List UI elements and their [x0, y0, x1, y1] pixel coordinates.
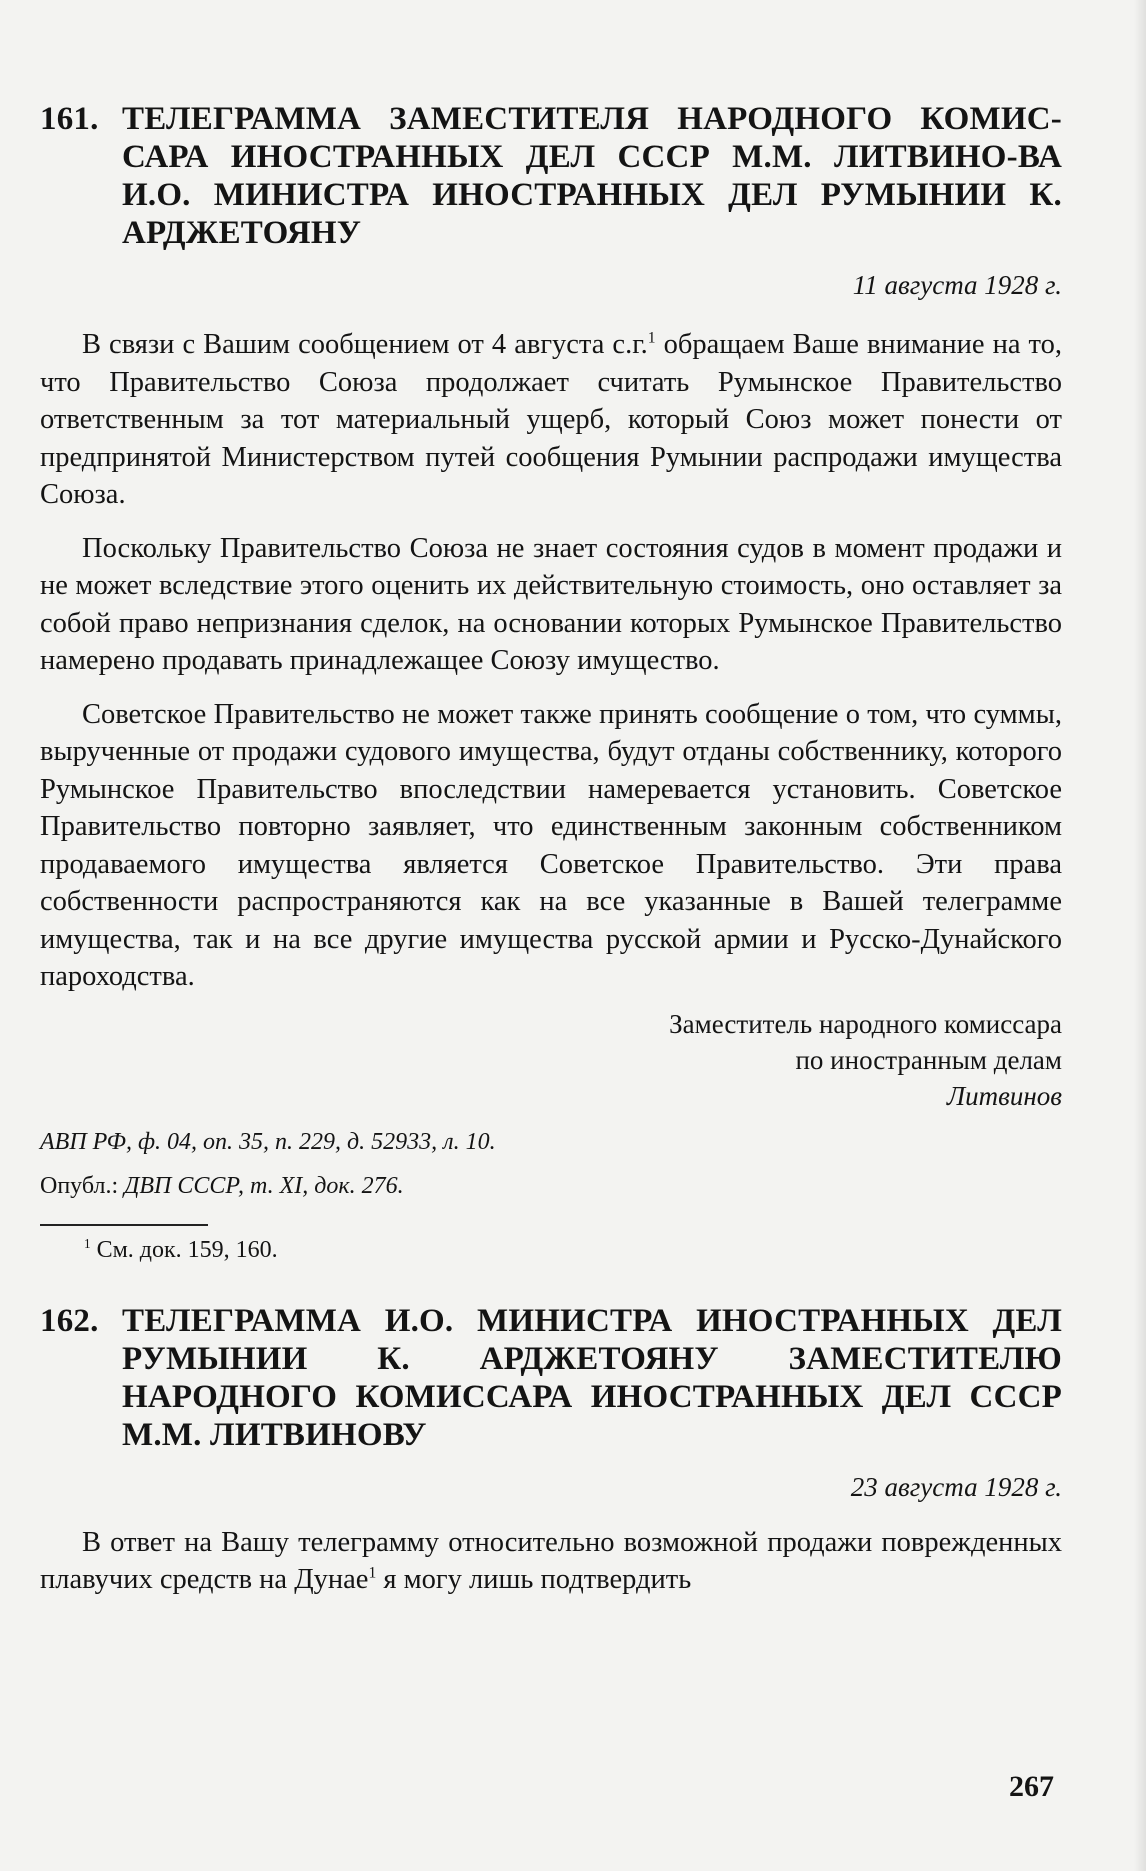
- doc-162-heading: [40, 1302, 1062, 1454]
- signature-name: Литвинов: [946, 1080, 1062, 1111]
- doc-162-paragraph-1: [40, 1524, 1062, 1599]
- doc-161-paragraph-1: [40, 326, 1062, 514]
- footnote-mark: 1: [84, 1235, 91, 1251]
- signature-title-line-1: Заместитель народного комиссара: [669, 1008, 1062, 1039]
- doc-162-number: 162.: [40, 1302, 99, 1339]
- footnote-ref-1: 1: [368, 1564, 377, 1582]
- doc-161-signature: [40, 1006, 1062, 1114]
- doc-162-date: 23 августа 1928 г.: [850, 1471, 1062, 1502]
- doc-162-paragraph-1-start: В ответ на Вашу телеграмму относительно возможной продажи поврежденных плавучих средств на Дунае: [40, 1526, 1062, 1595]
- doc-162-title: ТЕЛЕГРАММА И.О. МИНИСТРА ИНОСТРАННЫХ ДЕЛ РУМЫНИИ К. АРДЖЕТОЯНУ ЗАМЕСТИТЕЛЮ НАРОДНОГО КОМИССАРА ИНОСТРАННЫХ ДЕЛ СССР М.М. ЛИТВИНОВУ: [122, 1302, 1062, 1453]
- footnote-divider: [40, 1224, 208, 1226]
- doc-162-paragraph-1-end: я могу лишь подтвердить: [376, 1564, 692, 1595]
- published-label: Опубл.:: [40, 1172, 125, 1199]
- doc-161-published-reference: [40, 1170, 1062, 1202]
- doc-161-number: 161.: [40, 101, 99, 137]
- doc-161-date: 11 августа 1928 г.: [852, 270, 1062, 300]
- footnote-ref-1: 1: [647, 329, 656, 347]
- doc-161-archive-reference: АВП РФ, ф. 04, оп. 35, п. 229, д. 52933, л. 10.: [40, 1128, 496, 1155]
- text-column: [40, 100, 1062, 1599]
- footnote-text: См. док. 159, 160.: [90, 1236, 278, 1263]
- signature-title-line-2: по иностранным делам: [795, 1044, 1062, 1075]
- doc-161-paragraph-3: Советское Правительство не может также принять сообщение о том, что суммы, вырученные от продажи судового имущества, будут отданы собственнику, которого Румынское Правительство впоследствии намеревается установить. Советское Правительство повторно заявляет, что единственным законным собственником продаваемого имущества является Советское Правительство. Эти права собственности распространяются как на все указанные в Вашей телеграмме имущества, так и на все другие имущества русской армии и Русско-Дунайского пароходства.: [40, 698, 1062, 992]
- published-source: ДВП СССР, т. XI, док. 276.: [124, 1172, 404, 1199]
- page-number: 267: [1009, 1770, 1054, 1803]
- doc-161-footnote: [40, 1234, 1062, 1266]
- doc-161-paragraph-1-start: В связи с Вашим сообщением от 4 августа с.г.: [82, 329, 648, 360]
- doc-161-paragraph-1-end: обращаем Ваше внимание на то, что Правительство Союза продолжает считать Румынское Правительство ответственным за тот материальный ущерб, который Союз может понести от предпринятой Министерством путей сообщения Румынии распродажи имущества Союза.: [40, 329, 1062, 510]
- page-edge-shadow: [1134, 0, 1146, 1871]
- doc-161-paragraph-2: Поскольку Правительство Союза не знает состояния судов в момент продажи и не может вследствие этого оценить их действительную стоимость, оно оставляет за собой право непризнания сделок, на основании которых Румынское Правительство намерено продавать принадлежащее Союзу имущество.: [40, 532, 1062, 676]
- doc-161-title: ТЕЛЕГРАММА ЗАМЕСТИТЕЛЯ НАРОДНОГО КОМИС-САРА ИНОСТРАННЫХ ДЕЛ СССР М.М. ЛИТВИНО-ВА И.О. МИНИСТРА ИНОСТРАННЫХ ДЕЛ РУМЫНИИ К. АРДЖЕТОЯНУ: [122, 101, 1062, 251]
- doc-161-heading: [40, 100, 1062, 252]
